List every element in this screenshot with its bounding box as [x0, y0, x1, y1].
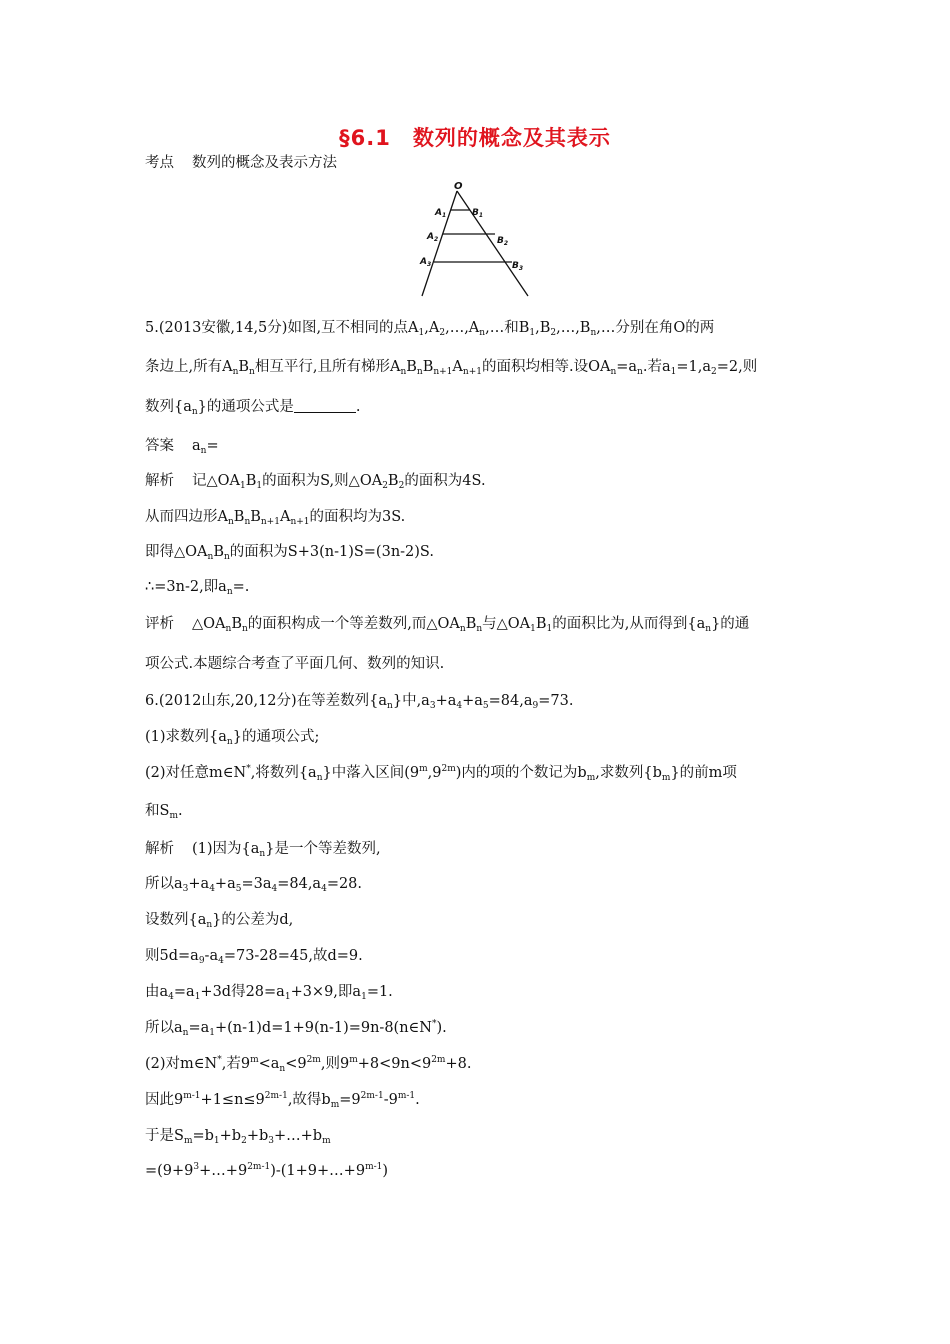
label-b2: $B_2$: [497, 236, 509, 247]
solution-5-line-3: 即得$\triangle OA_nB_n$的面积为S+3(n-1)S=(3n-2)S.: [145, 544, 434, 562]
solution-6-line-3: 设数列$\{a_n\}$的公差为d,: [145, 912, 294, 930]
problem-5-line-1: 5.(2013安徽,14,5分)如图,互不相同的点$A_1,A_2,\dots,A_n,\dots$和$B_1,B_2,\dots,B_n,\dots$分别在角O的两: [145, 320, 715, 338]
solution-6-line-8: 因此$9^{m-1}+1\le n\le 9^{2m-1}$,故得$b_m=9^{2m-1}-9^{m-1}$.: [145, 1091, 420, 1110]
solution-6-line-5: 由$a_4=a_1+3d$得$28=a_1+3\times 9$,即$a_1=1$.: [145, 984, 393, 1002]
label-a3: $A_3$: [420, 257, 432, 268]
comment-line-2: 项公式.本题综合考查了平面几何、数列的知识.: [145, 656, 445, 672]
label-a1: $A_1$: [435, 208, 447, 219]
left-ray: [422, 191, 457, 296]
trapezoid-figure: [410, 178, 540, 300]
problem-6-line-3: (2)对任意m∈N*,将数列$\{a_n\}$中落入区间$(9^m,9^{2m})$内的项的个数记为$b_m$,求数列$\{b_m\}$的前m项: [145, 764, 737, 783]
solution-6-line-1: 解析 (1)因为$\{a_n\}$是一个等差数列,: [145, 841, 381, 859]
solution-6-line-9: 于是$S_m=b_1+b_2+b_3+\dots+b_m$: [145, 1128, 331, 1146]
comment-line-1: 评析 $\triangle OA_nB_n$的面积构成一个等差数列,而$\triangle OA_nB_n$与$\triangle OA_1B_1$的面积比为,从而得到$\{a_n\}$的通: [145, 616, 750, 634]
page-title: §6.1 数列的概念及其表示: [339, 126, 611, 150]
section-text: 数列的概念及表示方法: [192, 155, 337, 171]
solution-6-line-6: 所以$a_n=a_1+(n-1)d=1+9(n-1)=9n-8(n\in N^*)$.: [145, 1019, 447, 1038]
label-o: O: [454, 181, 463, 192]
label-a2: $A_2$: [427, 232, 439, 243]
answer-blank[interactable]: [294, 398, 356, 413]
section-label: 考点: [145, 155, 174, 171]
problem-6-line-1: 6.(2012山东,20,12分)在等差数列$\{a_n\}$中$,a_3+a_4+a_5=84,a_9=73$.: [145, 693, 574, 711]
solution-5-line-4: ∴=3n-2,即$a_n=$.: [145, 579, 250, 597]
section-heading: [145, 153, 337, 173]
label-b3: $B_3$: [512, 261, 524, 272]
solution-6-line-2: 所以$a_3+a_4+a_5=3a_4=84,a_4=28$.: [145, 876, 363, 894]
solution-5-line-1: 解析 记$\triangle OA_1B_1$的面积为S,则$\triangle OA_2B_2$的面积为4S.: [145, 473, 486, 491]
problem-5-line-3: 数列$\{a_n\}$的通项公式是 .: [145, 399, 361, 417]
solution-6-line-4: 则$5d=a_9-a_4=73-28=45$,故d=9.: [145, 948, 363, 966]
figure-lines: [422, 191, 528, 296]
solution-5-line-2: 从而四边形$A_nB_nB_{n+1}A_{n+1}$的面积均为3S.: [145, 509, 406, 527]
solution-6-line-10: $=(9+9^3+\dots+9^{2m-1})-(1+9+\dots+9^{m-1})$: [145, 1162, 389, 1179]
right-ray: [457, 191, 528, 296]
solution-6-line-7: (2)对m∈N*,若$9^m<a_n<9^{2m}$,则$9^m+8<9n<9^{2m}+8$.: [145, 1055, 472, 1074]
answer-line: 答案 $a_n=$: [145, 438, 219, 456]
label-b1: $B_1$: [472, 208, 484, 219]
problem-6-line-2: (1)求数列$\{a_n\}$的通项公式;: [145, 729, 320, 747]
problem-6-line-4: 和$S_m$.: [145, 803, 183, 821]
problem-5-line-2: 条边上,所有$A_nB_n$相互平行,且所有梯形$A_nB_nB_{n+1}A_{n+1}$的面积均相等.设$OA_n=a_n$.若$a_1=1,a_2=2$,则: [145, 359, 758, 377]
